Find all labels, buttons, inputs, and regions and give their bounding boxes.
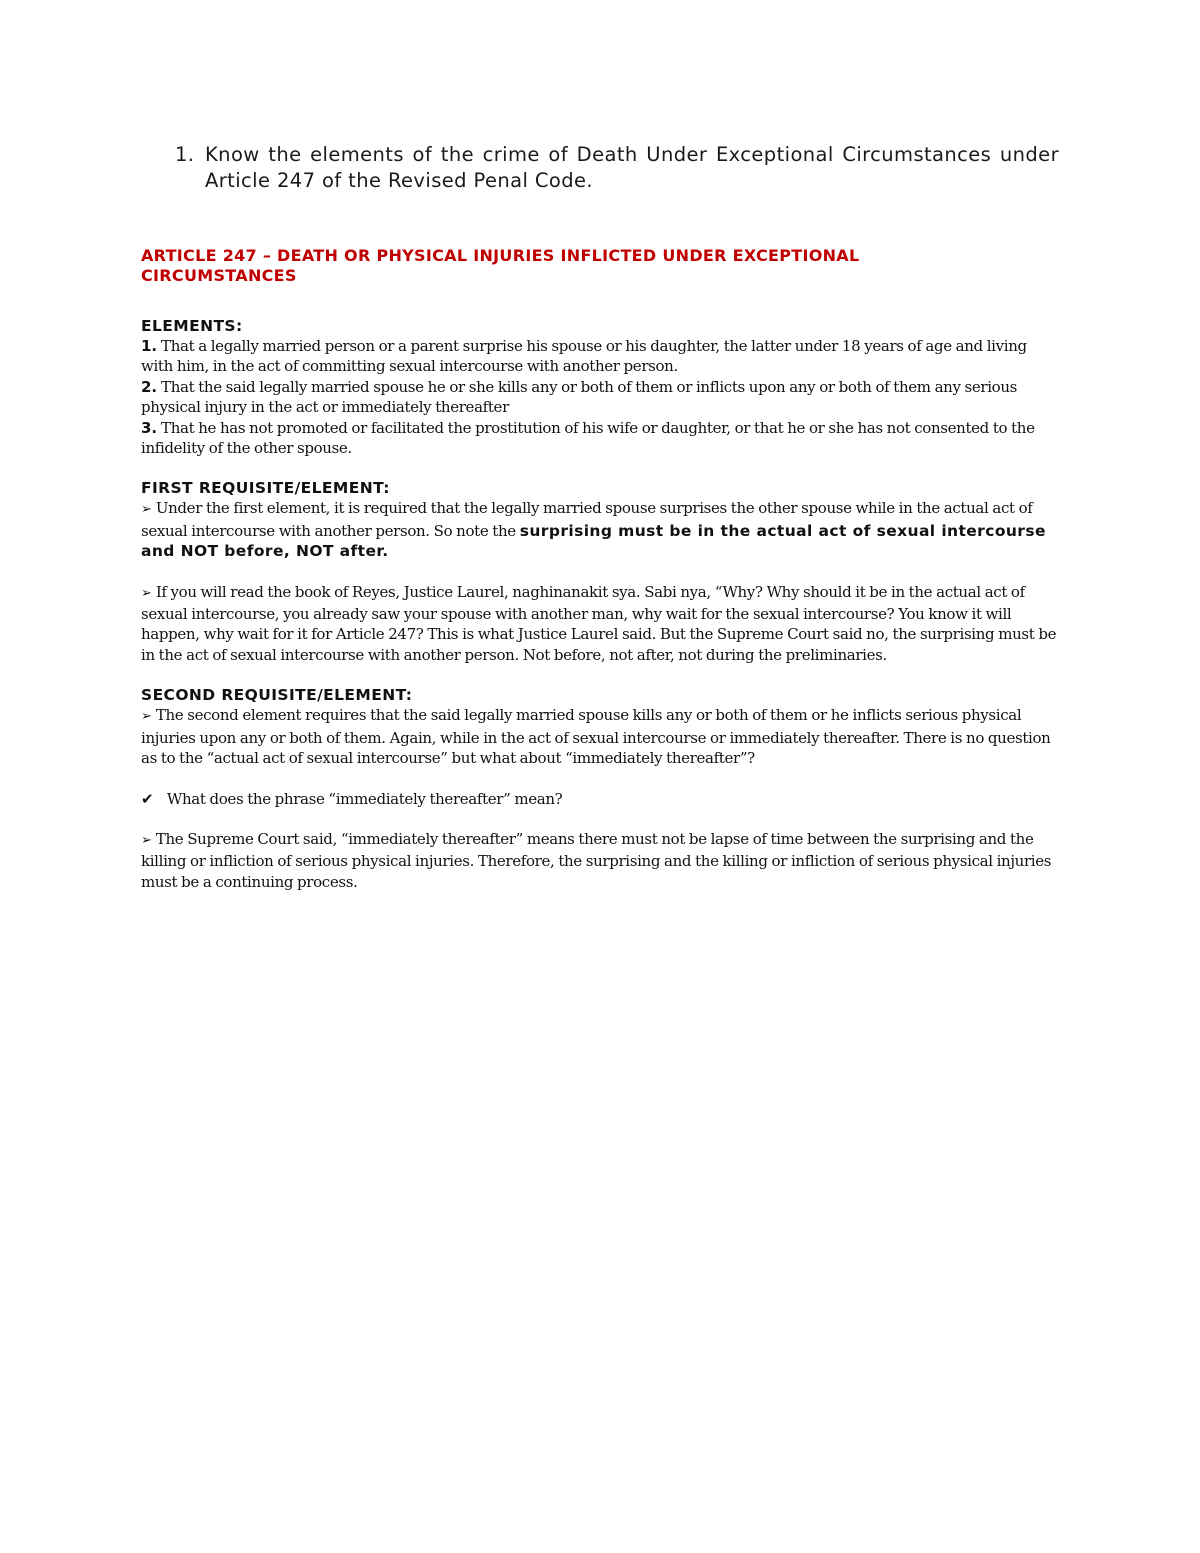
element-number: 1. <box>141 337 158 355</box>
second-requisite-heading: SECOND REQUISITE/ELEMENT: <box>141 686 413 705</box>
arrow-bullet-icon: ➢ <box>141 709 152 725</box>
elements-heading: ELEMENTS: <box>141 317 243 335</box>
first-requisite-paragraph-2 <box>141 582 1059 666</box>
paragraph-text: The Supreme Court said, “immediately thereafter” means there must not be lapse of time between the surprising and the killing or infliction of serious physical injuries. Therefore, the surprising and the killing or infliction of serious physical injuries must be a continuing process. <box>141 829 1052 891</box>
second-requisite-paragraph-1 <box>141 705 1059 768</box>
element-text: That the said legally married spouse he or she kills any or both of them or inflicts upon any or both of them any serious physical injury in the act or immediately thereafter <box>141 377 1018 417</box>
question-line-text: What does the phrase “immediately thereafter” mean? <box>163 789 563 808</box>
emphasis-text: surprising must be in the actual act of sexual intercourse and NOT before, NOT after. <box>141 521 1046 561</box>
paragraph-text: If you will read the book of Reyes, Justice Laurel, naghinanakit sya. Sabi nya, “Why? Why should it be in the actual act of sexual intercourse, you already saw your spouse with another man, why wait for the sexual intercourse? You know it will happen, why wait for it for Article 247? This is what Justice Laurel said. But the Supreme Court said no, the surprising must be in the act of sexual intercourse with another person. Not before, not after, not during the preliminaries. <box>141 582 1057 664</box>
question-text: Know the elements of the crime of Death Under Exceptional Circumstances under Article 247 of the Revised Penal Code. <box>205 143 1059 192</box>
element-item-2 <box>141 377 1059 418</box>
element-item-1 <box>141 336 1059 377</box>
first-requisite-paragraph-1 <box>141 498 1059 561</box>
second-requisite-question <box>141 789 1059 809</box>
first-requisite-heading: FIRST REQUISITE/ELEMENT: <box>141 479 390 498</box>
element-number: 3. <box>141 418 158 437</box>
paragraph-text: The second element requires that the said legally married spouse kills any or both of them or he inflicts serious physical injuries upon any or both of them. Again, while in the act of sexual intercourse or immediately thereafter. There is no question as to the “actual act of sexual intercourse” but what about “immediately thereafter”? <box>141 706 1051 768</box>
element-number: 2. <box>141 377 158 396</box>
arrow-bullet-icon: ➢ <box>141 502 152 518</box>
document-content <box>141 142 1059 892</box>
element-text: That he has not promoted or facilitated the prostitution of his wife or daughter, or that he or she has not consented to the infidelity of the other spouse. <box>141 418 1035 458</box>
paragraph-text: Under the first element, it is required that the legally married spouse surprises the other spouse while in the actual act of sexual intercourse with another person. So note the <box>141 499 1033 540</box>
second-requisite-paragraph-2 <box>141 829 1059 892</box>
question-number: 1. <box>175 143 195 166</box>
check-mark-icon: ✔ <box>141 789 154 808</box>
numbered-question <box>141 142 1059 194</box>
element-text: That a legally married person or a parent surprise his spouse or his daughter, the latter under 18 years of age and living with him, in the act of committing sexual intercourse with another person. <box>141 337 1027 376</box>
article-title: ARTICLE 247 – DEATH OR PHYSICAL INJURIES INFLICTED UNDER EXCEPTIONAL CIRCUMSTANCES <box>141 246 860 285</box>
element-item-3 <box>141 418 1059 459</box>
arrow-bullet-icon: ➢ <box>141 832 152 848</box>
arrow-bullet-icon: ➢ <box>141 585 152 601</box>
